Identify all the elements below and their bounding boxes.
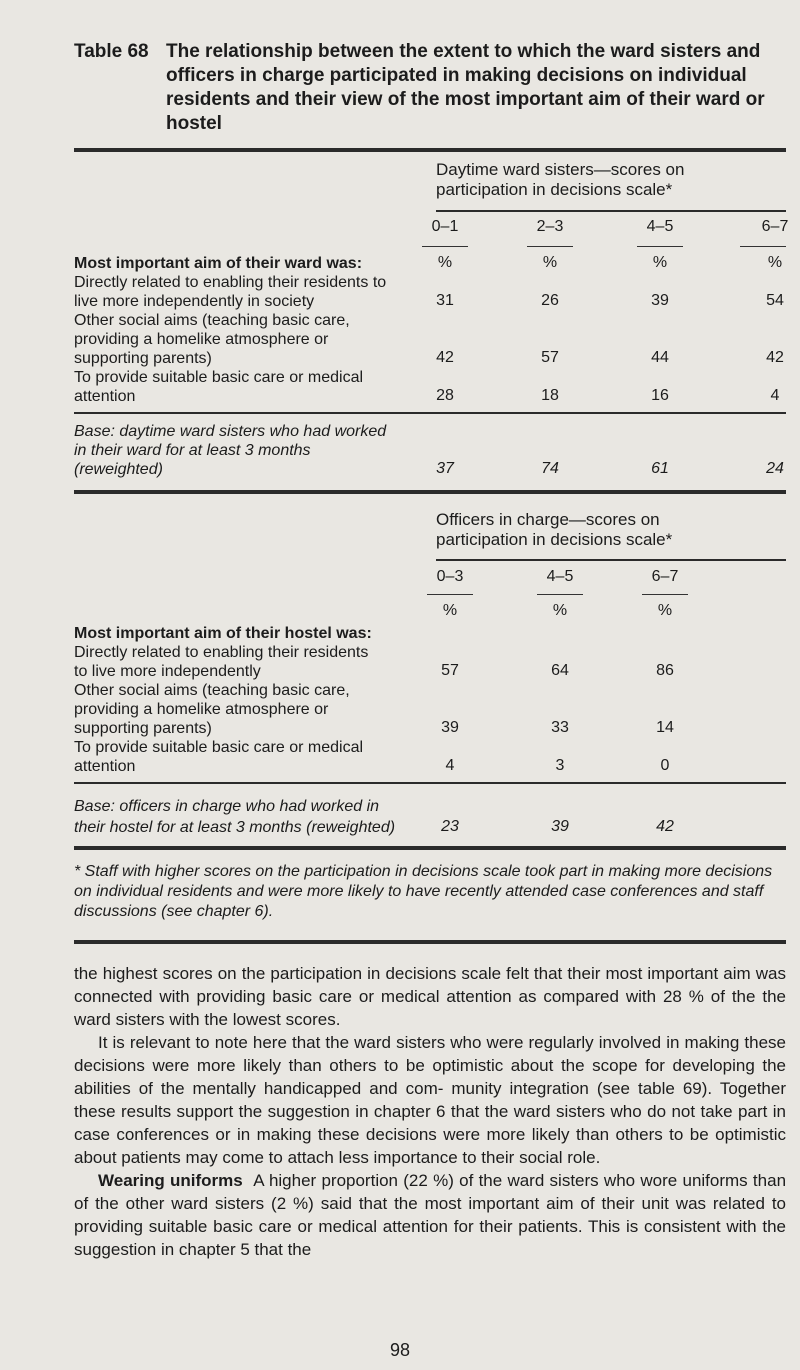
part2-base-label: Base: officers in charge who had worked in <box>74 798 380 815</box>
part2-end-rule <box>74 846 786 850</box>
part1-row-label: providing a homelike atmosphere or <box>74 331 329 348</box>
part1-col-2: 4–5 <box>646 218 674 235</box>
part2-header: Officers in charge—scores on participation in decisions scale* <box>436 510 673 549</box>
part2-col-underline <box>427 594 473 595</box>
part1-cell: 26 <box>541 292 559 309</box>
part2-cell: 4 <box>445 757 455 774</box>
part2-heading: Most important aim of their hostel was: <box>74 625 372 642</box>
part2-cell: 14 <box>656 719 674 736</box>
part1-base-label: Base: daytime ward sisters who had worked <box>74 423 387 440</box>
part2-row-label: providing a homelike atmosphere or <box>74 701 329 718</box>
top-rule <box>74 148 786 152</box>
part2-base-cell: 42 <box>656 818 674 835</box>
part2-unit: % <box>552 602 568 619</box>
part2-base-cell: 23 <box>441 818 459 835</box>
part2-body-rule <box>74 782 786 784</box>
part2-col-underline <box>642 594 688 595</box>
part1-body-rule <box>74 412 786 414</box>
part1-unit: % <box>542 254 558 271</box>
part2-cell: 0 <box>660 757 670 774</box>
part1-base-label: in their ward for at least 3 months <box>74 442 311 459</box>
part1-row-label: live more independently in society <box>74 293 315 310</box>
part1-col-0: 0–1 <box>431 218 459 235</box>
part1-end-rule <box>74 490 786 494</box>
part1-row-label: supporting parents) <box>74 350 212 367</box>
part1-base-cell: 37 <box>436 460 454 477</box>
part2-col-0: 0–3 <box>436 568 464 585</box>
part1-cell: 4 <box>770 387 780 404</box>
part2-row-label: Other social aims (teaching basic care, <box>74 682 350 699</box>
table-number: Table 68 <box>74 41 149 62</box>
part2-header-rule <box>436 559 786 561</box>
page-number: 98 <box>390 1340 411 1360</box>
part1-cell: 39 <box>651 292 669 309</box>
part1-unit: % <box>767 254 783 271</box>
part1-row-label: Other social aims (teaching basic care, <box>74 312 350 329</box>
part1-header-rule <box>436 210 786 212</box>
part2-row-label: supporting parents) <box>74 720 212 737</box>
body-paragraph-2: It is relevant to note here that the ward sisters who were regularly involved in making these decisions were more likely than others to be optimistic about the scope for developing the abilities of the mentally handicapped and com- munity integration (see table 69). Together these results support the suggestion in chapter 6 that the ward sisters who do not take part in case conferences or in making these decisions were more likely than others to be optimistic about patients may come to attach less importance to their social role. <box>74 1033 786 1167</box>
part2-col-2: 6–7 <box>651 568 679 585</box>
part2-base-label: their hostel for at least 3 months (reweighted) <box>74 819 396 836</box>
table-caption <box>74 40 779 136</box>
part2-cell: 39 <box>441 719 459 736</box>
part1-cell: 18 <box>541 387 559 404</box>
part2-cell: 3 <box>555 757 565 774</box>
part1-row-label: To provide suitable basic care or medical <box>74 369 364 386</box>
part2-col-underline <box>537 594 583 595</box>
part2-cell: 33 <box>551 719 569 736</box>
part1-cell: 57 <box>541 349 559 366</box>
footnote-end-rule <box>74 940 786 944</box>
part1-col-underline <box>422 246 468 247</box>
part1-cell: 42 <box>436 349 454 366</box>
part1-row-label: attention <box>74 388 136 405</box>
part2-cell: 57 <box>441 662 459 679</box>
part2-cell: 64 <box>551 662 569 679</box>
part1-base-cell: 74 <box>541 460 559 477</box>
part1-cell: 16 <box>651 387 669 404</box>
body-paragraph-1: the highest scores on the participation in decisions scale felt that their most important aim was connected with providing basic care or medical attention as compared with 28 % of the the ward sisters with the lowest scores. <box>74 964 786 1029</box>
part2-unit: % <box>657 602 673 619</box>
part1-cell: 54 <box>766 292 784 309</box>
part1-col-underline <box>637 246 683 247</box>
part1-base-cell: 24 <box>766 460 784 477</box>
part1-col-underline <box>740 246 786 247</box>
part1-cell: 44 <box>651 349 669 366</box>
body-paragraph-3-text: A higher proportion (22 %) of the ward sisters who wore uniforms than of the other ward sisters (2 %) said that the most important aim of their unit was related to providing suitable basic care or medical attention for their patients. This is consistent with the suggestion in chapter 5 that the <box>74 1171 787 1259</box>
part2-cell: 86 <box>656 662 674 679</box>
section-run-in-heading: Wearing uniforms <box>98 1171 243 1190</box>
part1-cell: 42 <box>766 349 784 366</box>
part2-base-cell: 39 <box>551 818 569 835</box>
part1-header: Daytime ward sisters—scores on participation in decisions scale* <box>436 160 685 199</box>
part2-row-label: to live more independently <box>74 663 261 680</box>
part1-cell: 31 <box>436 292 454 309</box>
part1-col-3: 6–7 <box>761 218 789 235</box>
part2-row-label: attention <box>74 758 136 775</box>
part1-unit: % <box>437 254 453 271</box>
part1-heading: Most important aim of their ward was: <box>74 255 363 272</box>
body-paragraph-3 <box>74 1169 786 1261</box>
table-footnote: * Staff with higher scores on the participation in decisions scale took part in making more decisions on individual residents and were more likely to have recently attended case conferences and staff discussions (see chapter 6). <box>74 863 773 920</box>
part2-row-label: To provide suitable basic care or medical <box>74 739 364 756</box>
part1-col-1: 2–3 <box>536 218 564 235</box>
part1-base-cell: 61 <box>651 460 669 477</box>
part1-unit: % <box>652 254 668 271</box>
body-text <box>74 962 786 1261</box>
part2-unit: % <box>442 602 458 619</box>
part2-row-label: Directly related to enabling their residents <box>74 644 369 661</box>
part2-col-1: 4–5 <box>546 568 574 585</box>
part1-row-label: Directly related to enabling their residents to <box>74 274 387 291</box>
part1-cell: 28 <box>436 387 454 404</box>
part1-col-underline <box>527 246 573 247</box>
part1-base-label: (reweighted) <box>74 461 163 478</box>
table-title: The relationship between the extent to which the ward sisters and officers in charge participated in making decisions on individual residents and their view of the most important aim of their ward or hostel <box>166 41 765 134</box>
